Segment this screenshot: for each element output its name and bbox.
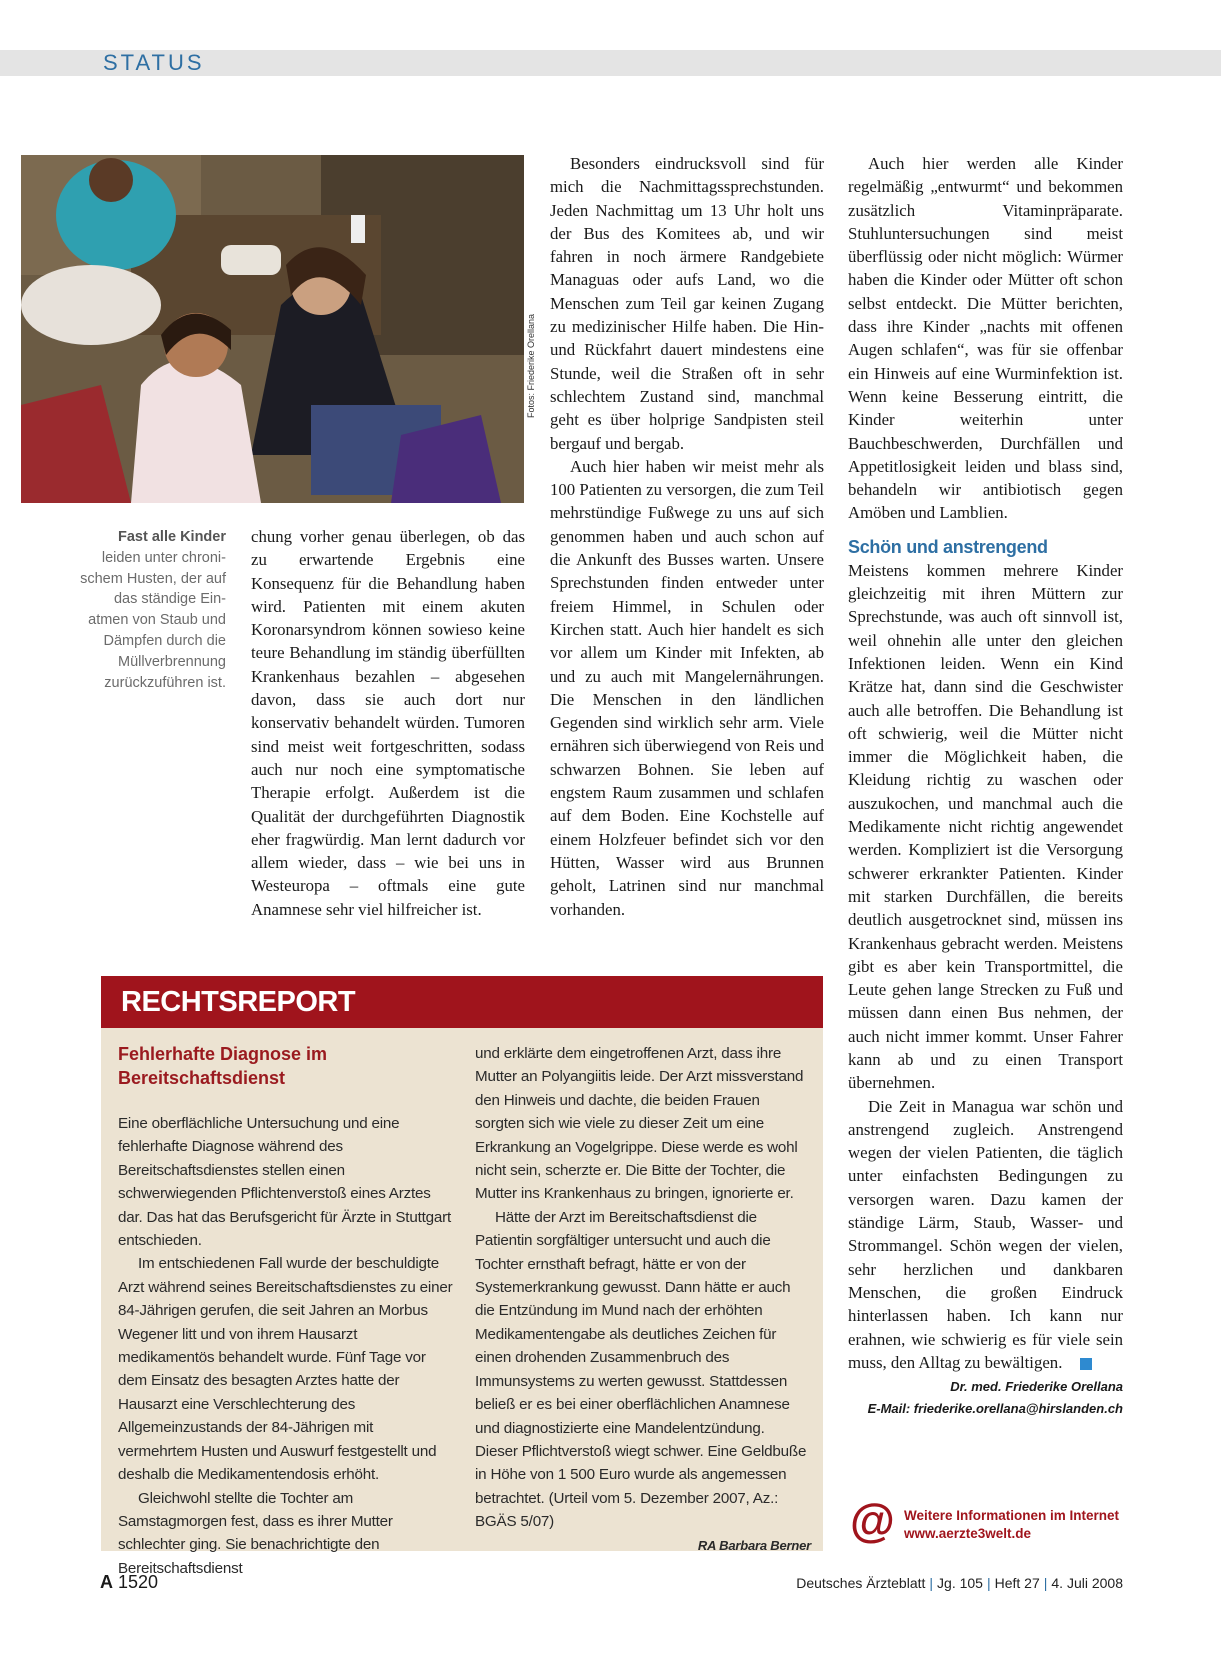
footer-volume: Jg. 105 bbox=[937, 1575, 983, 1591]
article-subheading: Schön und anstrengend bbox=[848, 536, 1048, 557]
section-label: STATUS bbox=[103, 50, 205, 75]
footer-separator: | bbox=[1043, 1575, 1048, 1591]
footer-date: 4. Juli 2008 bbox=[1051, 1575, 1123, 1591]
rechtsreport-paragraph: Hätte der Arzt im Bereitschaftsdienst die Patientin sorgfältiger untersucht und auch die Tochter ernsthaft befragt, hätte er von der Systemerkrankung gewusst. Dann hätte er auch die Entzündung im Mund nach der erhöhten Medikamentengabe als deutliches Zeichen für einen drohenden Zusammenbruch des Immunsystems zu werten gewusst. Stattdessen beließ er es bei einer oberflächlichen Anamnese und diagnostizierte eine Mandelentzündung. Dieser Pflichtverstoß wiegt schwer. Eine Geldbuße in Höhe von 1 500 Euro wurde als angemessen betrachtet. (Urteil vom 5. Dezember 2007, Az.: BGÄS 5/07) bbox=[475, 1208, 807, 1531]
article-closing-paragraph bbox=[848, 1095, 1123, 1375]
internet-info-url[interactable]: www.aerzte3welt.de bbox=[904, 1526, 1032, 1541]
article-paragraph: chung vorher genau überlegen, ob das zu erwartende Ergebnis eine Konsequenz für die Behandlung haben wird. Patienten mit einem akuten Koronarsyndrom können sowieso keine teure Behandlung im ständig überfüllten Krankenhaus bezahlen – abgesehen davon, dass sie auch dort nur konservativ behandelt würden. Tumoren sind meist weit fortgeschritten, sodass auch nur noch eine symptomatische Therapie erfolgt. Außerdem ist die Qualität der durchgeführten Diagnostik eher fragwürdig. Man lernt dadurch vor allem wieder, dass – wie bei uns in Westeuropa – oftmals eine gute Anamnese sehr viel hilfreicher ist. bbox=[251, 527, 525, 919]
footer-separator: | bbox=[986, 1575, 991, 1591]
page-number-value: 1520 bbox=[118, 1572, 159, 1592]
author-email[interactable]: E-Mail: friederike.orellana@hirslanden.ch bbox=[867, 1401, 1123, 1417]
page-prefix: A bbox=[100, 1572, 113, 1592]
rechtsreport-paragraph: Gleichwohl stellte die Tochter am Samstagmorgen fest, dass es ihrer Mutter schlechter ging. Sie benachrichtigte den Bereitschaftsdienst bbox=[118, 1489, 393, 1577]
article-photo bbox=[21, 155, 524, 503]
article-paragraph: Besonders eindrucksvoll sind für mich die Nachmittagssprechstunden. Jeden Nachmittag um 13 Uhr holt uns der Bus des Komitees ab, und wir fahren in noch ärmere Randgebiete Managuas oder aufs Land, wo die Menschen zum Teil gar keinen Zugang zu medizinischer Hilfe haben. Die Hin- und Rückfahrt dauert mindestens eine Stunde, weil die Straßen oft in sehr schlechtem Zustand sind, manchmal geht es über holprige Sandpisten steil bergauf und bergab. bbox=[550, 154, 824, 453]
article-paragraph: Auch hier haben wir meist mehr als 100 Patienten zu versorgen, die zum Teil mehrstündige Fußwege zu uns auf sich genommen haben und auch schon auf die Ankunft des Busses warten. Unsere Sprechstunden finden entweder unter freiem Himmel, in Schulen oder Kirchen statt. Auch hier handelt es sich vor allem um Kinder mit Infekten, ab und zu auch mit Mangelernährungen. Die Menschen in den ländlichen Gegenden sind wirklich sehr arm. Viele ernähren sich überwiegend von Reis und schwarzen Bohnen. Sie leben auf engstem Raum zusammen und schlafen auf dem Boden. Eine Kochstelle auf einem Holzfeuer befindet sich vor den Hütten, Wasser wird aus Brunnen geholt, Latrinen sind nur manchmal vorhanden. bbox=[550, 456, 824, 919]
rechtsreport-column-1 bbox=[118, 1112, 456, 1580]
author-signature bbox=[848, 1376, 1123, 1420]
rechtsreport-paragraph: Im entschiedenen Fall wurde der beschuldigte Arzt während seines Bereitschaftsdienstes zu einer 84-Jährigen gerufen, die seit Jahren an Morbus Wegener litt und von ihrem Hausarzt medikamentös behandelt wurde. Fünf Tage vor dem Einsatz des besagten Arztes hatte der Hausarzt eine Verschlechterung des Allgemeinzustands der 84-Jährigen mit vermehrtem Husten und Auswurf festgestellt und deshalb die Medikamentendosis erhöht. bbox=[118, 1255, 453, 1484]
internet-info-label: Weitere Informationen im Internet bbox=[904, 1508, 1120, 1523]
article-column-2 bbox=[550, 152, 824, 921]
footer-issue: Heft 27 bbox=[994, 1575, 1040, 1591]
page-number bbox=[100, 1572, 158, 1593]
article-paragraph: Meistens kommen mehrere Kinder gleichzeitig mit ihren Müttern zur Sprechstunde, was auch oft sinnvoll ist, weil ohnehin alle unter den gleichen Infektionen leiden. Wenn ein Kind Krätze hat, dann sind die Geschwister auch alle betroffen. Die Behandlung ist oft schwierig, weil die Mütter nicht immer die Möglichkeit haben, die Kleidung richtig zu waschen oder auszukochen, und manchmal auch die Medikamente nicht richtig angewendet werden. Kompliziert ist die Versorgung schwerer erkrankter Patienten. Kinder mit starken Durchfällen, die bereits deutlich ausgetrocknet sind, müssen ins Krankenhaus gebracht werden. Meistens gibt es aber kein Transportmittel, die Leute gehen lange Strecken zu Fuß und müssen dann einen Bus nehmen, der auch nicht immer kommt. Unser Fahrer kann ab und zu einen Transport übernehmen. bbox=[848, 560, 1123, 1093]
rechtsreport-paragraph: Eine oberflächliche Untersuchung und eine fehlerhafte Diagnose während des Bereitschaftsdienstes stellen einen schwerwiegenden Pflichtenverstoß eines Arztes dar. Das hat das Berufsgericht für Ärzte in Stuttgart entschieden. bbox=[118, 1115, 451, 1250]
rechtsreport-title: RECHTSREPORT bbox=[121, 986, 356, 1018]
article-column-1 bbox=[251, 525, 525, 921]
rechtsreport-column-2 bbox=[475, 1042, 811, 1557]
at-sign-icon: @ bbox=[850, 1494, 895, 1546]
article-paragraph-text: Die Zeit in Managua war schön und anstrengend zugleich. Anstrengend wegen der vielen Patienten, die täglich unter einfachsten Bedingungen zu versorgen waren. Dazu kamen der ständige Lärm, Staub, Wasser- und Strommangel. Schön wegen der vielen, sehr herzlichen und dankbaren Menschen, die großen Eindruck hinterlassen haben. Ich kann nur erahnen, wie schwierig es für viele sein muss, den Alltag zu bewältigen. bbox=[848, 1096, 1123, 1372]
caption-text: leiden unter chroni-schem Husten, der auf das ständige Ein-atmen von Staub und Dämpfen durch die Müllverbrennung zurückzuführen ist. bbox=[80, 549, 226, 691]
rechtsreport-paragraph: und erklärte dem eingetroffenen Arzt, dass ihre Mutter an Polyangiitis leide. Der Arzt missverstand den Hinweis und dachte, die beiden Frauen sorgten sich wie viele zu dieser Zeit um eine Erkrankung an Vogelgrippe. Diese werde es wohl nicht sein, scherzte er. Die Bitte der Tochter, die Mutter ins Krankenhaus zu bringen, ignorierte er. bbox=[475, 1045, 804, 1203]
footer-journal: Deutsches Ärzteblatt bbox=[796, 1575, 926, 1591]
end-mark-icon bbox=[1080, 1358, 1092, 1370]
photo-illustration bbox=[21, 155, 524, 503]
journal-footer bbox=[796, 1575, 1123, 1591]
article-column-3 bbox=[848, 152, 1123, 1420]
caption-bold: Fast alle Kinder bbox=[118, 529, 226, 545]
article-paragraph: Auch hier werden alle Kinder regelmäßig „entwurmt“ und bekommen zusätzlich Vitaminpräparate. Stuhluntersuchungen sind meist überflüssig oder nicht möglich: Würmer haben die Kinder oder Mütter oft schon selbst entdeckt. Die Mütter berichten, dass ihre Kinder „nachts mit offenen Augen schlafen“, was für sie offenbar ein Hinweis auf eine Wurminfektion ist. Wenn keine Besserung eintritt, die Kinder weiterhin unter Bauchbeschwerden, Durchfällen und Appetitlosigkeit leiden und blass sind, behandeln wir antibiotisch gegen Amöben und Lamblien. bbox=[848, 154, 1123, 523]
footer-separator: | bbox=[929, 1575, 934, 1591]
rechtsreport-headline: Fehlerhafte Diagnose im Bereitschaftsdienst bbox=[118, 1044, 328, 1088]
photo-caption bbox=[80, 527, 226, 693]
internet-info[interactable] bbox=[904, 1507, 1119, 1543]
photo-credit: Fotos: Friederike Orellana bbox=[526, 313, 536, 418]
author-name: Dr. med. Friederike Orellana bbox=[950, 1379, 1123, 1395]
rechtsreport-author: RA Barbara Berner bbox=[697, 1537, 811, 1553]
